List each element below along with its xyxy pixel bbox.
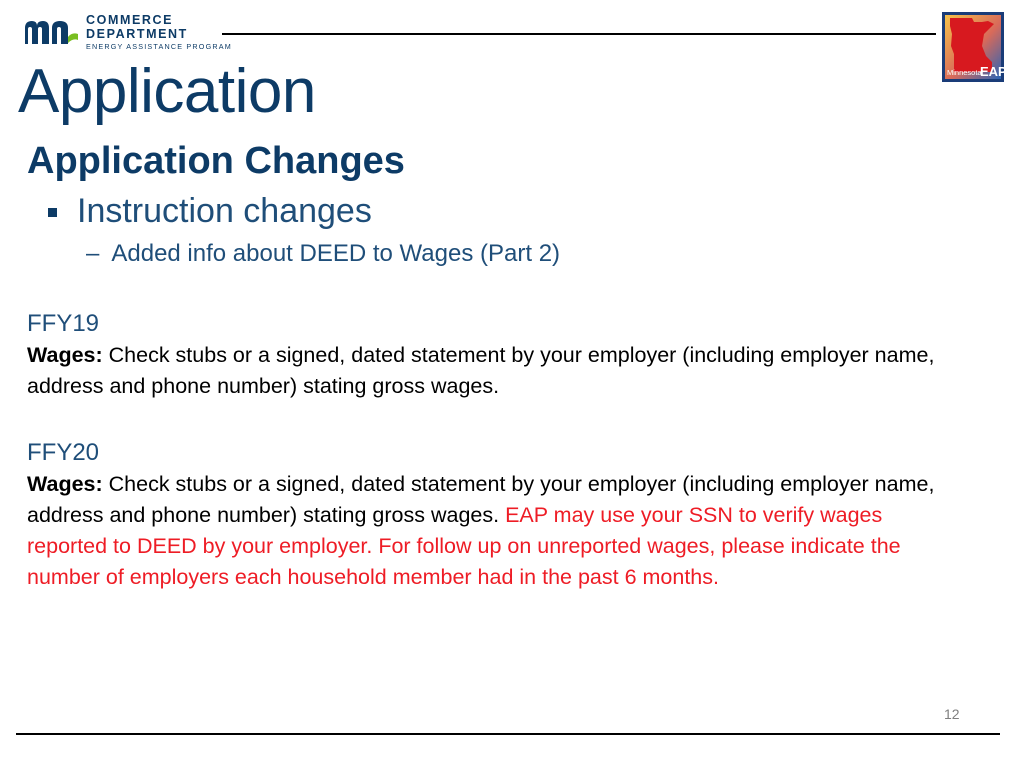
ffy19-heading: FFY19 (27, 310, 100, 337)
minnesota-eap-badge-icon (942, 12, 1007, 82)
ffy19-wages-text: Check stubs or a signed, dated statement by your employer (including employer name, address and phone number) stating gross wages. (27, 343, 935, 398)
mn-logo-icon (22, 18, 80, 46)
slide-subtitle: Application Changes (27, 140, 405, 182)
ffy20-wages-text: Check stubs or a signed, dated statement by your employer (including employer name, address and phone number) stating gross wages. (27, 472, 935, 527)
badge-minnesota-text: Minnesota (947, 68, 982, 77)
slide-title: Application (18, 57, 316, 126)
commerce-department-logo (22, 14, 232, 50)
bullet-instruction-changes (48, 192, 372, 231)
logo-line-commerce: COMMERCE (86, 13, 174, 27)
dash-bullet-icon: – (86, 240, 100, 267)
bullet-text: Instruction changes (77, 192, 372, 230)
header-divider (222, 33, 936, 35)
ffy19-paragraph (27, 340, 957, 402)
ffy20-heading: FFY20 (27, 439, 100, 466)
ffy20-added-text: EAP may use your SSN to verify wages reported to DEED by your employer. For follow up on unreported wages, please indicate the number of employers each household member had in the past 6 months. (27, 503, 901, 589)
square-bullet-icon (48, 208, 57, 217)
ffy19-wages-label: Wages: (27, 343, 103, 367)
badge-eap-text: EAP (980, 64, 1007, 79)
logo-line-program: ENERGY ASSISTANCE PROGRAM (86, 42, 232, 51)
ffy20-paragraph (27, 469, 957, 593)
ffy20-wages-label: Wages: (27, 472, 103, 496)
logo-line-department: DEPARTMENT (86, 26, 188, 41)
footer-divider (16, 733, 1000, 735)
page-number: 12 (944, 706, 960, 722)
sub-bullet-text: Added info about DEED to Wages (Part 2) (111, 240, 561, 267)
sub-bullet-deed-info (86, 240, 560, 268)
